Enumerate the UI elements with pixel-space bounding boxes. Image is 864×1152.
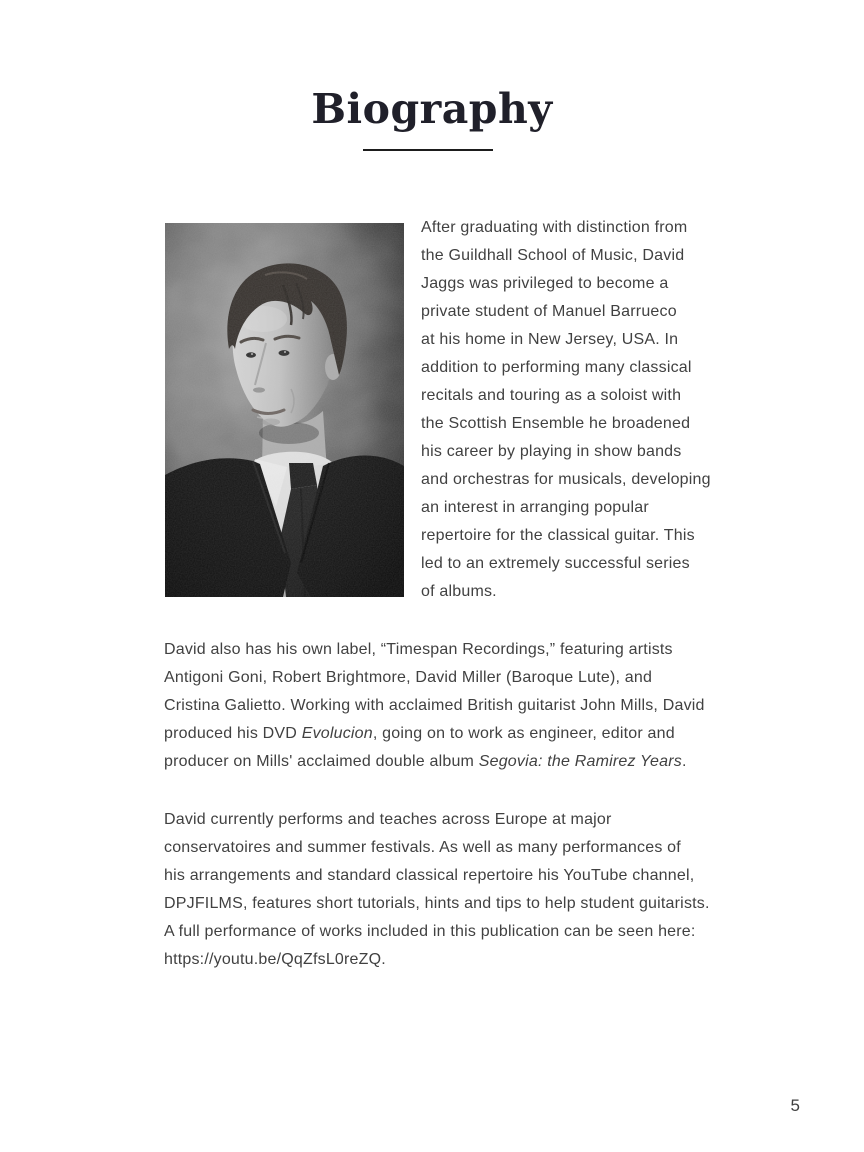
page-number: 5 <box>790 1096 800 1115</box>
portrait-photo-image <box>165 223 404 597</box>
photo-grain <box>165 223 404 597</box>
bio-paragraph-label: David also has his own label, “Timespan Recordings,” featuring artists Antigoni Goni, Robert Brightmore, David Miller (Baroque Lute), and Cristina Galietto. Working with acclaimed British guitarist John Mills, David produced his DVD Evolucion, going on to work as engineer, editor and producer on Mills' acclaimed double album Segovia: the Ramirez Years. <box>164 641 705 770</box>
bio-paragraph-intro: After graduating with distinction from the Guildhall School of Music, David Jaggs was privileged to become a private student of Manuel Barrueco at his home in New Jersey, USA. In addition to performing many classical recitals and touring as a soloist with the Scottish Ensemble he broadened his career by playing in show bands and orchestras for musicals, developing an interest in arranging popular repertoire for the classical guitar. This led to an extremely successful series of albums. <box>421 219 711 600</box>
bio-paragraph-current: David currently performs and teaches across Europe at major conservatoires and summer festivals. As well as many performances of his arrangements and standard classical repertoire his YouTube channel, DPJFILMS, features short tutorials, hints and tips to help student guitarists. A full performance of works included in this publication can be seen here: https://youtu.be/QqZfsL0reZQ. <box>164 811 710 968</box>
title-divider <box>363 149 493 151</box>
page-title: Biography <box>311 85 553 133</box>
portrait-photo <box>165 223 404 597</box>
